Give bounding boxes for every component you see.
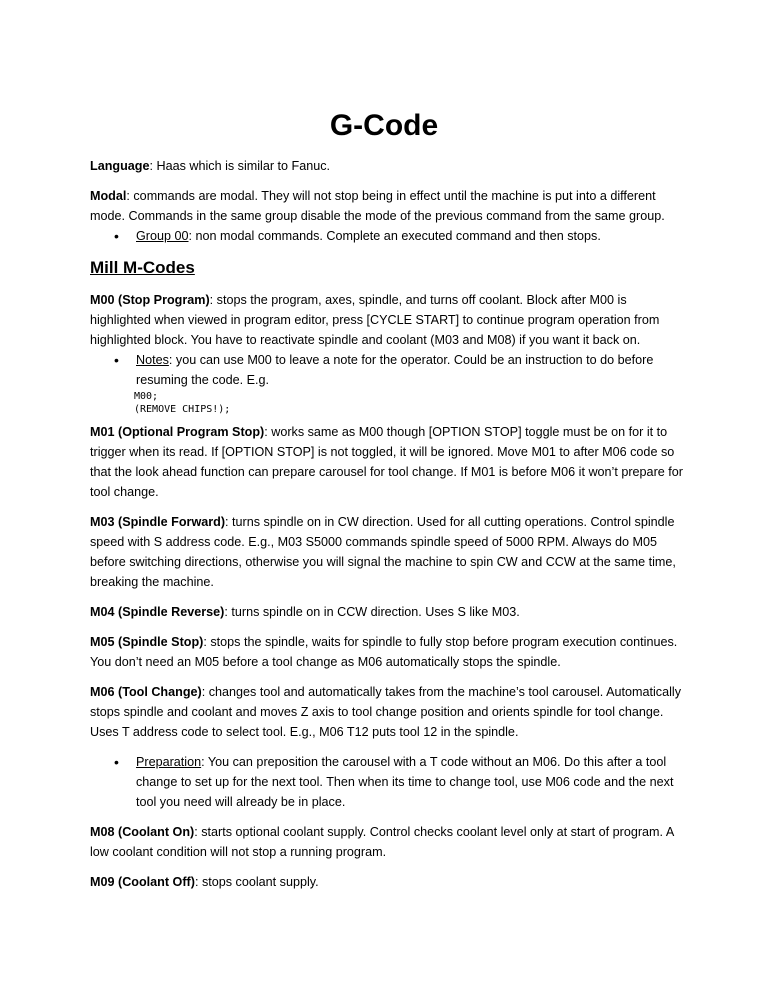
m04-term: M04 (Spindle Reverse) <box>90 605 225 619</box>
m04-text: : turns spindle on in CCW direction. Uses S like M03. <box>224 605 520 619</box>
list-item <box>136 350 688 390</box>
modal-text: : commands are modal. They will not stop being in effect until the machine is put into a different mode. Commands in the same group disable the mode of the previous command from the same group. <box>90 189 665 223</box>
m03-paragraph <box>90 512 688 592</box>
m09-paragraph <box>90 872 688 892</box>
m01-term: M01 (Optional Program Stop) <box>90 425 265 439</box>
m00-list <box>90 350 688 390</box>
code-line-2: (REMOVE CHIPS!); <box>134 404 231 415</box>
m09-text: : stops coolant supply. <box>194 875 319 889</box>
m01-text: : works same as M00 though [OPTION STOP] toggle must be on for it to trigger when its read. If [OPTION STOP] is not toggled, it will be ignored. Move M01 to after M06 code so that the look ahead function can prepare carousel for tool change. If M01 is before M06 it won’t prepare for tool change. <box>90 425 683 499</box>
group00-text: : non modal commands. Complete an executed command and then stops. <box>188 229 601 243</box>
m03-term: M03 (Spindle Forward) <box>90 515 226 529</box>
m06-paragraph <box>90 682 688 742</box>
modal-paragraph <box>90 186 688 226</box>
language-term: Language <box>90 159 150 173</box>
m06-text: : changes tool and automatically takes from the machine’s tool carousel. Automatically stops spindle and coolant and moves Z axis to tool change position and orients spindle for tool change. Uses T address code to select tool. E.g., M06 T12 puts tool 12 in the spindle. <box>90 685 682 739</box>
list-item <box>136 226 688 246</box>
list-item <box>136 752 688 812</box>
m08-term: M08 (Coolant On) <box>90 825 195 839</box>
m09-term: M09 (Coolant Off) <box>90 875 195 889</box>
m00-paragraph <box>90 290 688 350</box>
preparation-text: : You can preposition the carousel with a T code without an M06. Do this after a tool change to set up for the next tool. Then when its time to change tool, use M06 code and the next tool you need will already be in place. <box>136 755 674 809</box>
m06-list <box>90 752 688 812</box>
m06-term: M06 (Tool Change) <box>90 685 202 699</box>
notes-term: Notes <box>136 353 169 367</box>
notes-text: : you can use M00 to leave a note for the operator. Could be an instruction to do before resuming the code. E.g. <box>136 353 654 387</box>
m08-text: : starts optional coolant supply. Control checks coolant level only at start of program. A low coolant condition will not stop a running program. <box>90 825 674 859</box>
modal-list <box>90 226 688 246</box>
m04-paragraph <box>90 602 688 622</box>
preparation-term: Preparation <box>136 755 202 769</box>
m05-term: M05 (Spindle Stop) <box>90 635 204 649</box>
code-example <box>134 390 688 416</box>
page-title: G-Code <box>329 109 439 142</box>
m00-text: : stops the program, axes, spindle, and turns off coolant. Block after M00 is highlighted when viewed in program editor, press [CYCLE START] to continue program operation from highlighted block. You have to reactivate spindle and coolant (M03 and M08) if you want it back on. <box>90 293 660 347</box>
m05-paragraph <box>90 632 688 672</box>
code-line-1: M00; <box>134 391 159 402</box>
section-heading: Mill M-Codes <box>90 258 195 277</box>
document-body <box>90 156 688 902</box>
group00-term: Group 00 <box>136 229 189 243</box>
m00-term: M00 (Stop Program) <box>90 293 210 307</box>
m08-paragraph <box>90 822 688 862</box>
language-paragraph <box>90 156 688 176</box>
modal-term: Modal <box>90 189 127 203</box>
m01-paragraph <box>90 422 688 502</box>
m03-text: : turns spindle on in CW direction. Used for all cutting operations. Control spindle speed with S address code. E.g., M03 S5000 commands spindle speed of 5000 RPM. Always do M05 before switching directions, otherwise you will signal the machine to spin CW and CCW at the same time, breaking the machine. <box>90 515 676 589</box>
m05-text: : stops the spindle, waits for spindle to fully stop before program execution continues. You don’t need an M05 before a tool change as M06 automatically stops the spindle. <box>90 635 678 669</box>
language-text: : Haas which is similar to Fanuc. <box>149 159 331 173</box>
